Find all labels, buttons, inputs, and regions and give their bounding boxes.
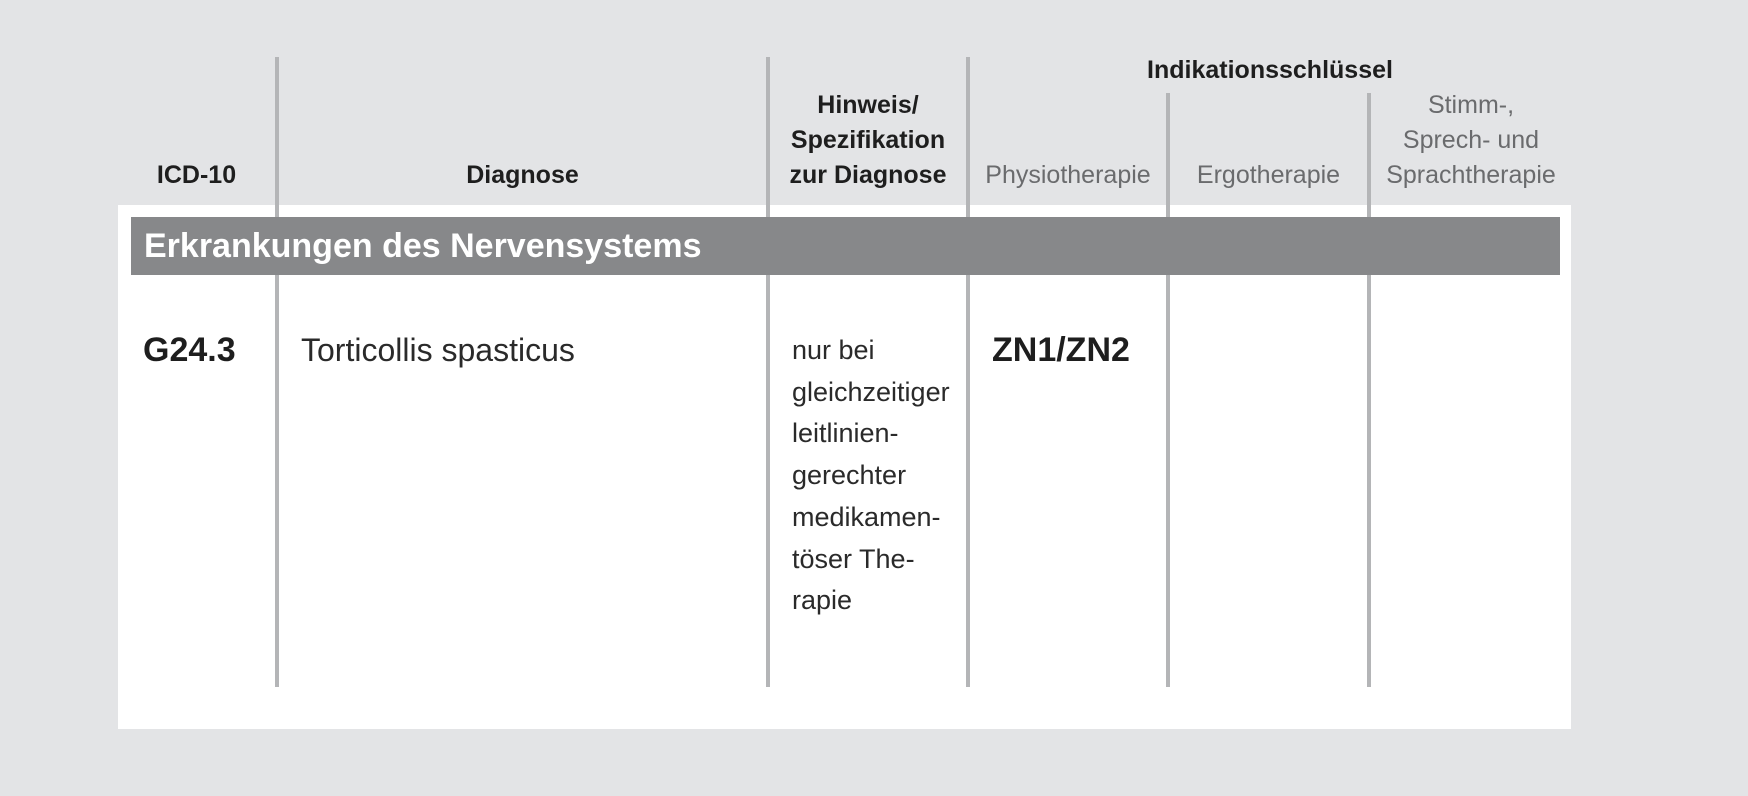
header-stimm-line: Sprech- und [1402,126,1540,154]
header-diagnose: Diagnose [466,161,579,189]
header-stimm-line: Stimm-, [1427,91,1515,119]
header-hinweis-line: Spezifikation [790,126,946,154]
header-hinweis-line: zur Diagnose [789,161,947,189]
row-hinweis-line: leitlinien- [792,418,899,449]
row-icd-code: G24.3 [143,331,236,369]
header-hinweis [770,88,966,193]
row-physio-key: ZN1/ZN2 [992,331,1130,369]
row-hinweis-line: töser The- [792,543,915,574]
row-hinweis-line: rapie [792,585,853,616]
row-hinweis-line: gerechter [792,460,907,491]
row-hinweis-line: nur bei [792,335,875,365]
section-title: Erkrankungen des Nervensystems [144,227,702,265]
header-stimm-line: Sprachtherapie [1386,161,1556,189]
row-hinweis-line: medikamen- [792,501,941,532]
column-divider [275,57,279,687]
row-hinweis [792,330,950,622]
header-stimm [1371,88,1571,193]
column-divider [966,57,970,687]
row-hinweis-line: gleichzeitiger [792,376,950,407]
header-physio: Physiotherapie [985,161,1151,189]
header-indikation-group: Indikationsschlüssel [1147,56,1393,84]
header-ergo: Ergotherapie [1196,161,1341,189]
row-diagnose: Torticollis spasticus [301,332,575,368]
header-hinweis-line: Hinweis/ [817,91,919,119]
header-icd: ICD-10 [156,161,237,189]
section-bar [131,217,1560,275]
